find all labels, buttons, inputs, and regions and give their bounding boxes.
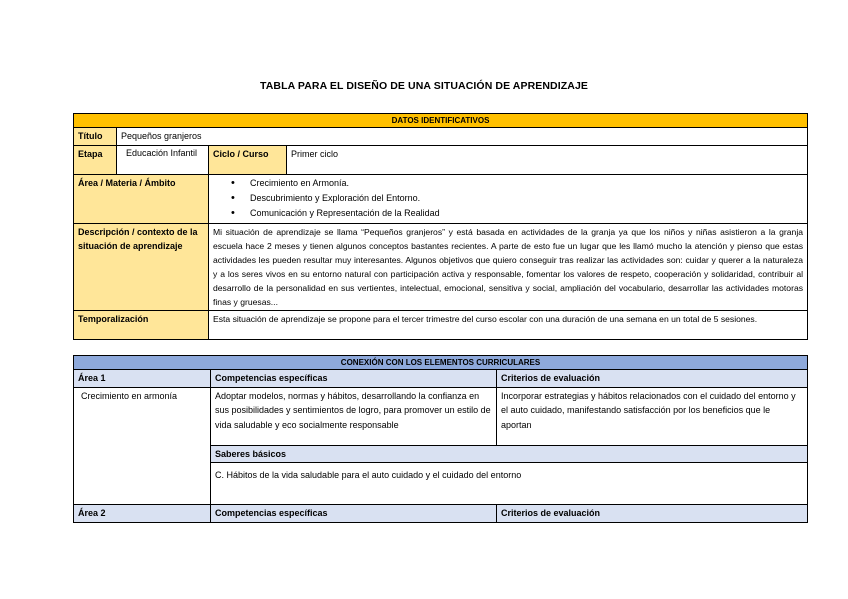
conexion-header: CONEXIÓN CON LOS ELEMENTOS CURRICULARES — [74, 356, 808, 370]
conexion-curricular-table — [73, 355, 808, 523]
titulo-label: Título — [74, 128, 117, 146]
datos-identificativos-table — [73, 113, 808, 340]
titulo-value: Pequeños granjeros — [117, 128, 808, 146]
area1-criterios: Incorporar estrategias y hábitos relacionados con el cuidado del entorno y el auto cuidado, manifestando satisfacción por los beneficios que le aportan — [497, 387, 808, 445]
criterios-header: Criterios de evaluación — [497, 370, 808, 388]
etapa-label: Etapa — [74, 145, 117, 174]
area1-value: Crecimiento en armonía — [74, 387, 211, 505]
area-item: • Descubrimiento y Exploración del Entorno. — [250, 191, 803, 206]
temporalizacion-value: Esta situación de aprendizaje se propone para el tercer trimestre del curso escolar con una duración de una semana en un total de 5 sesiones. — [209, 310, 808, 339]
area2-label: Área 2 — [74, 505, 211, 523]
saberes-value: C. Hábitos de la vida saludable para el auto cuidado y el cuidado del entorno — [211, 463, 808, 505]
ciclo-label: Ciclo / Curso — [209, 145, 287, 174]
area2-criterios-header: Criterios de evaluación — [497, 505, 808, 523]
area1-label: Área 1 — [74, 370, 211, 388]
area2-competencias-header: Competencias específicas — [211, 505, 497, 523]
datos-header: DATOS IDENTIFICATIVOS — [74, 114, 808, 128]
competencias-header: Competencias específicas — [211, 370, 497, 388]
temporalizacion-label: Temporalización — [74, 310, 209, 339]
area-item: • Comunicación y Representación de la Realidad — [250, 206, 803, 221]
saberes-label: Saberes básicos — [211, 445, 808, 463]
area1-competencias: Adoptar modelos, normas y hábitos, desarrollando la confianza en sus posibilidades y sentimientos de logro, para promover un estilo de vida saludable y eco socialmente responsable — [211, 387, 497, 445]
area-materia-label: Área / Materia / Ámbito — [74, 174, 209, 223]
etapa-value: Educación Infantil — [117, 145, 209, 174]
area-item: • Crecimiento en Armonía. — [250, 176, 803, 191]
area-materia-list — [209, 174, 808, 223]
document-title: TABLA PARA EL DISEÑO DE UNA SITUACIÓN DE APRENDIZAJE — [260, 80, 588, 92]
descripcion-label: Descripción / contexto de la situación de aprendizaje — [74, 223, 209, 310]
ciclo-value: Primer ciclo — [287, 145, 808, 174]
descripcion-value: Mi situación de aprendizaje se llama “Pequeños granjeros” y está basada en actividades de la granja ya que los niños y niñas asistieron a la granja escuela hace 2 meses y tienen algunos conceptos bastantes recientes. A parte de esto fue un lugar que les llamó mucho la atención y pienso que estas actividades les pueden resultar muy interesantes. Algunos objetivos que quiero conseguir tras realizar las actividades son: cuidar y querer a la naturaleza y a los seres vivos en su entorno natural con participación activa y responsable, fomentar los valores de respeto, cooperación y solidaridad, contribuir al desarrollo de la personalidad en sus vertientes, intelectual, emocional, sensitiva y social, ampliación del vocabulario, desarrollar las actividades motoras finas y gruesas... — [209, 223, 808, 310]
